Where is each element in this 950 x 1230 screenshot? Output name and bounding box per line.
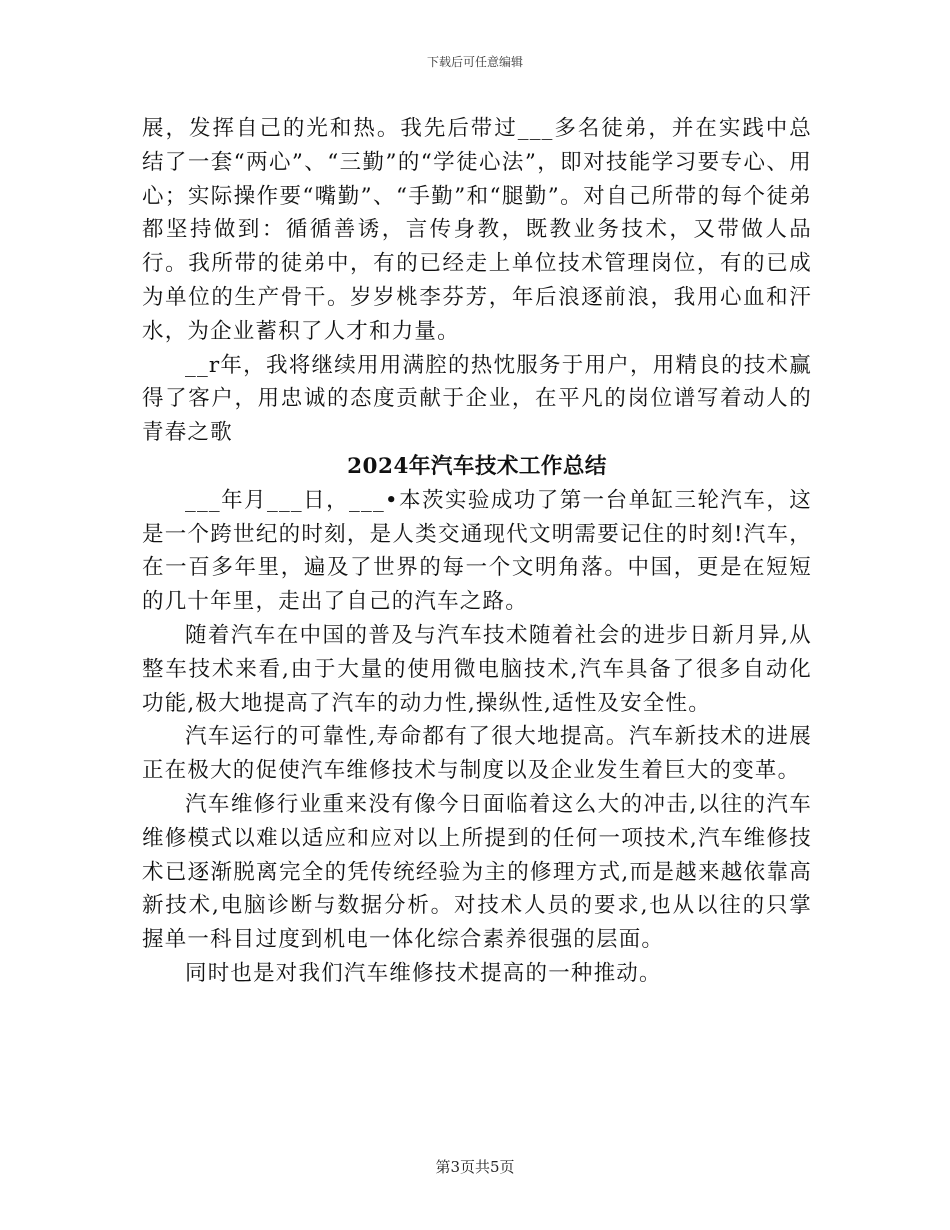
paragraph-repair-industry: 汽车维修行业重来没有像今日面临着这么大的冲击,以往的汽车维修模式以难以适应和应对以上所提到的任何一项技术,汽车维修技术已逐渐脱离完全的凭传统经验为主的修理方式,而是越来越依靠高新技术,电脑诊断与数据分析。对技术人员的要求,也从以往的只掌握单一科目过度到机电一体化综合素养很强的层面。 — [142, 791, 812, 953]
document-body — [142, 112, 812, 991]
paragraph-conclusion: 同时也是对我们汽车维修技术提高的一种推动。 — [185, 960, 662, 986]
paragraph-closing: __r年，我将继续用用满腔的热忱服务于用户，用精良的技术赢得了客户，用忠诚的态度贡献于企业，在平凡的岗位谱写着动人的青春之歌 — [142, 352, 812, 446]
page-footer: 第3页共5页 — [435, 1158, 515, 1176]
paragraph-intro: ___年月___日，___•本茨实验成功了第一台单缸三轮汽车，这是一个跨世纪的时刻，是人类交通现代文明需要记住的时刻!汽车，在一百多年里，遍及了世界的每一个文明角落。中国，更是在短短的几十年里，走出了自己的汽车之路。 — [142, 487, 812, 615]
paragraph-continued: 展，发挥自己的光和热。我先后带过___多名徒弟，并在实践中总结了一套“两心”、“三勤”的“学徒心法”，即对技能学习要专心、用心；实际操作要“嘴勤”、“手勤”和“腿勤”。对自己所带的每个徒弟都坚持做到：循循善诱，言传身教，既教业务技术，又带做人品行。我所带的徒弟中，有的已经走上单位技术管理岗位，有的已成为单位的生产骨干。岁岁桃李芬芳，年后浪逐前浪，我用心血和汗水，为企业蓄积了人才和力量。 — [142, 116, 812, 344]
page-header: 下载后可任意编辑 — [426, 55, 523, 69]
section-title: 2024年汽车技术工作总结 — [347, 453, 607, 479]
paragraph-reliability: 汽车运行的可靠性,寿命都有了很大地提高。汽车新技术的进展正在极大的促使汽车维修技术与制度以及企业发生着巨大的变革。 — [142, 724, 812, 784]
paragraph-technology: 随着汽车在中国的普及与汽车技术随着社会的进步日新月异,从整车技术来看,由于大量的使用微电脑技术,汽车具备了很多自动化功能,极大地提高了汽车的动力性,操纵性,适性及安全性。 — [142, 622, 812, 716]
